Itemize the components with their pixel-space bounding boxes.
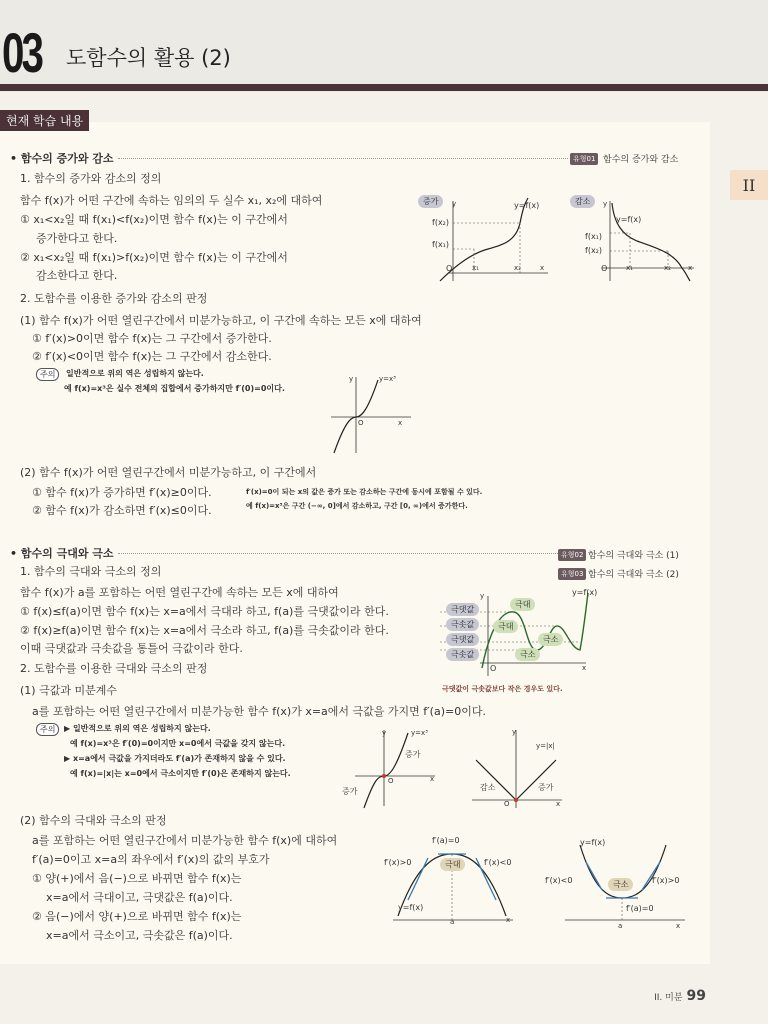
caution-text: ▶ 일반적으로 위의 역은 성립하지 않는다.: [64, 724, 211, 733]
derivative-negative-label: f′(x)<0: [484, 858, 512, 867]
min-value-tag: 극솟값: [446, 618, 479, 631]
criterion-item: f′(a)=0이고 x=a의 좌우에서 f′(x)의 값의 부호가: [32, 853, 270, 866]
criterion: (2) 함수의 극대와 극소의 판정: [20, 814, 167, 827]
origin-label: O: [358, 419, 364, 427]
criterion: (1) 함수 f(x)가 어떤 열린구간에서 미분가능하고, 이 구간에 속하는 모든 x에 대하여: [20, 314, 422, 327]
fx2-label: f(x₂): [432, 218, 449, 227]
y-axis-label: y: [603, 200, 608, 208]
x-axis-label: x: [430, 775, 435, 783]
derivative-positive-label: f′(x)>0: [652, 876, 680, 885]
local-min-tag: 극소: [515, 648, 540, 661]
max-value-tag: 극댓값: [446, 603, 479, 616]
criterion: (1) 극값과 미분계수: [20, 684, 117, 697]
page-number: 99: [686, 988, 706, 1004]
local-max-tag: 극대: [440, 858, 465, 871]
increase-tag: 증가: [418, 195, 443, 208]
caution-text: ▶ x=a에서 극값을 가지더라도 f′(a)가 존재하지 않을 수 있다.: [64, 754, 286, 763]
side-tab: II: [730, 170, 768, 200]
fx1-label: f(x₁): [585, 232, 602, 241]
origin-label: O: [504, 800, 510, 808]
type-badge-label: 함수의 증가와 감소: [603, 155, 679, 165]
type-badge-label: 함수의 극대와 극소 (1): [588, 551, 679, 561]
fx-label: y=f(x): [616, 215, 642, 224]
criterion-item: ② f′(x)<0이면 함수 f(x)는 그 구간에서 감소한다.: [32, 350, 272, 363]
fx-label: y=f(x): [572, 588, 598, 597]
local-max-tag: 극대: [493, 620, 518, 633]
min-value-tag: 극솟값: [446, 648, 479, 661]
type-badge-label: 함수의 극대와 극소 (2): [588, 570, 679, 580]
x-axis-label: x: [506, 916, 511, 924]
subheading: 2. 도함수를 이용한 증가와 감소의 판정: [20, 292, 208, 305]
divider: [118, 553, 558, 554]
y-axis-label: y: [512, 728, 517, 736]
definition: 함수 f(x)가 a를 포함하는 어떤 열린구간에 속하는 모든 x에 대하여: [20, 586, 339, 599]
local-min-tag: 극소: [538, 633, 563, 646]
divider: [118, 158, 568, 159]
x-axis-label: x: [540, 264, 545, 272]
increase-label: 증가: [405, 750, 421, 759]
type-badge: 유형02: [558, 549, 586, 561]
example-text: 예 f(x)=x³은 실수 전체의 집합에서 증가하지만 f′(0)=0이다.: [64, 384, 285, 393]
a-label: a: [450, 918, 455, 926]
criterion-item: x=a에서 극대이고, 극댓값은 f(a)이다.: [46, 891, 233, 904]
x1-label: x₁: [626, 264, 633, 272]
criterion-item: ① 양(+)에서 음(−)으로 바뀌면 함수 f(x)는: [32, 872, 242, 885]
definition-item: 증가한다고 한다.: [36, 232, 118, 245]
definition-item: ② f(x)≥f(a)이면 함수 f(x)는 x=a에서 극소라 하고, f(a)를 극솟값이라 한다.: [20, 624, 389, 637]
origin-label: O: [388, 777, 394, 785]
chapter-header: [0, 0, 768, 92]
x-axis-label: x: [582, 664, 587, 672]
example-text: 예 f(x)=|x|는 x=0에서 극소이지만 f′(0)은 존재하지 않는다.: [70, 769, 291, 778]
example-text: 예 f(x)=x³은 f′(0)=0이지만 x=0에서 극값을 갖지 않는다.: [70, 739, 286, 748]
fx2-label: f(x₂): [585, 246, 602, 255]
type-badge: 유형03: [558, 568, 586, 580]
local-max-tag: 극대: [510, 598, 535, 611]
x1-label: x₁: [472, 264, 479, 272]
caution-text: 일반적으로 위의 역은 성립하지 않는다.: [66, 369, 204, 378]
local-max-graph: [388, 840, 518, 930]
cubic-graph: [326, 375, 416, 455]
criterion-item: a를 포함하는 어떤 열린구간에서 미분가능한 함수 f(x)가 x=a에서 극값을 가지면 f′(a)=0이다.: [32, 705, 486, 718]
derivative-negative-label: f′(x)<0: [545, 876, 573, 885]
criterion-item: ① 함수 f(x)가 증가하면 f′(x)≥0이다.: [32, 486, 212, 499]
example-text: 예 f(x)=x³은 구간 (−∞, 0]에서 감소하고, 구간 [0, ∞)에서 증가한다.: [246, 502, 468, 510]
origin-label: O: [446, 264, 453, 273]
cubic-increase-graph: [350, 728, 440, 808]
increase-label: 증가: [538, 783, 554, 792]
type-badge: 유형01: [570, 153, 598, 165]
page-footer: [654, 988, 706, 1004]
definition-item: ② x₁<x₂일 때 f(x₁)>f(x₂)이면 함수 f(x)는 이 구간에서: [20, 251, 288, 264]
subheading: 1. 함수의 증가와 감소의 정의: [20, 172, 162, 185]
origin-label: O: [490, 664, 497, 673]
x2-label: x₂: [514, 264, 521, 272]
derivative-zero-label: f′(a)=0: [626, 904, 654, 913]
criterion-item: ② 음(−)에서 양(+)으로 바뀌면 함수 f(x)는: [32, 910, 242, 923]
fx1-label: f(x₁): [432, 240, 449, 249]
criterion-item: a를 포함하는 어떤 열린구간에서 미분가능한 함수 f(x)에 대하여: [32, 834, 338, 847]
x2-label: x₂: [664, 264, 671, 272]
section-title: • 함수의 증가와 감소: [10, 152, 114, 165]
caution-badge: 주의: [36, 368, 59, 381]
x-axis-label: x: [688, 264, 693, 272]
x-axis-label: x: [676, 922, 681, 930]
criterion: (2) 함수 f(x)가 어떤 열린구간에서 미분가능하고, 이 구간에서: [20, 466, 317, 479]
x-axis-label: x: [398, 419, 403, 427]
section-tab: 현재 학습 내용: [0, 110, 89, 131]
subheading: 2. 도함수를 이용한 극대와 극소의 판정: [20, 662, 208, 675]
y-axis-label: y: [452, 200, 457, 208]
subheading: 1. 함수의 극대와 극소의 정의: [20, 565, 162, 578]
header-rule: [0, 84, 768, 91]
y-axis-label: y: [480, 592, 485, 600]
fx-label: y=f(x): [514, 201, 540, 210]
max-value-tag: 극댓값: [446, 633, 479, 646]
absolute-value-graph: [470, 728, 570, 808]
chapter-title: 도함수의 활용 (2): [66, 46, 231, 70]
footer-section: II. 미분: [654, 993, 683, 1003]
caution-badge: 주의: [36, 723, 59, 736]
decrease-label: 감소: [480, 783, 496, 792]
y-axis-label: y: [349, 375, 354, 383]
definition-item: ① f(x)≤f(a)이면 함수 f(x)는 x=a에서 극대라 하고, f(a)를 극댓값이라 한다.: [20, 605, 389, 618]
x-axis-label: x: [556, 800, 561, 808]
fx-label: y=f(x): [398, 903, 424, 912]
fx-label: y=|x|: [536, 742, 555, 750]
y-axis-label: y: [382, 729, 387, 737]
definition-item: 이때 극댓값과 극솟값을 통틀어 극값이라 한다.: [20, 642, 243, 655]
decrease-tag: 감소: [570, 195, 595, 208]
definition-item: ① x₁<x₂일 때 f(x₁)<f(x₂)이면 함수 f(x)는 이 구간에서: [20, 213, 288, 226]
fx-label: y=x³: [379, 375, 396, 383]
a-label: a: [618, 922, 623, 930]
local-min-tag: 극소: [608, 878, 633, 891]
chapter-number: 03: [2, 21, 42, 84]
derivative-positive-label: f′(x)>0: [384, 858, 412, 867]
definition-item: 감소한다고 한다.: [36, 269, 118, 282]
definition: 함수 f(x)가 어떤 구간에 속하는 임의의 두 실수 x₁, x₂에 대하여: [20, 194, 323, 207]
derivative-zero-label: f′(a)=0: [432, 836, 460, 845]
origin-label: O: [601, 264, 608, 273]
section-title: • 함수의 극대와 극소: [10, 547, 114, 560]
criterion-item: ① f′(x)>0이면 함수 f(x)는 그 구간에서 증가한다.: [32, 332, 272, 345]
criterion-item: ② 함수 f(x)가 감소하면 f′(x)≤0이다.: [32, 504, 212, 517]
fx-label: y=x³: [411, 729, 428, 737]
graph-note: 극댓값이 극솟값보다 작은 경우도 있다.: [442, 685, 563, 693]
fx-label: y=f(x): [580, 838, 606, 847]
note-text: f′(x)=0이 되는 x의 값은 증가 또는 감소하는 구간에 동시에 포함될 수 있다.: [246, 488, 483, 496]
criterion-item: x=a에서 극소이고, 극솟값은 f(a)이다.: [46, 929, 233, 942]
increase-label: 증가: [342, 787, 358, 796]
